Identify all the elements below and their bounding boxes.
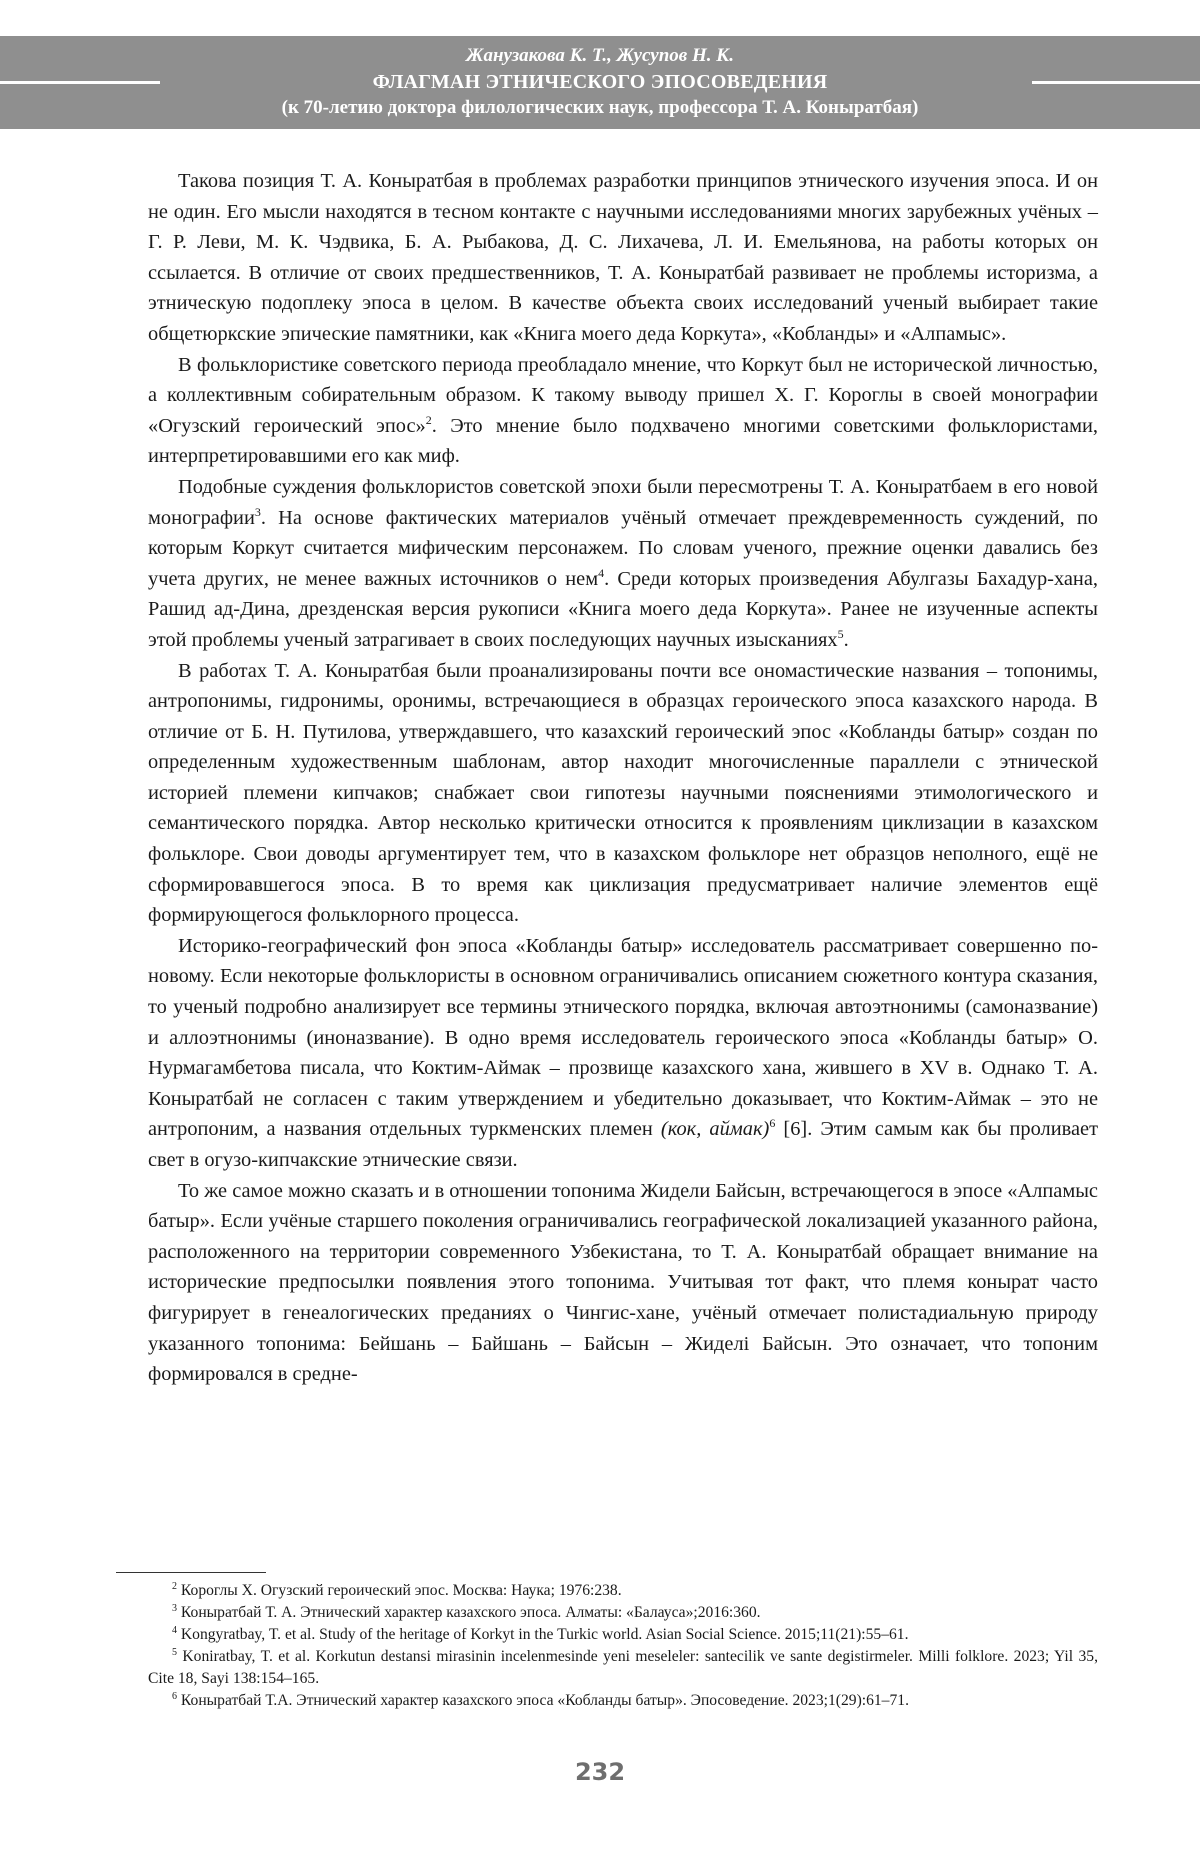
footnote-5 [148,1646,1098,1690]
header-title: ФЛАГМАН ЭТНИЧЕСКОГО ЭПОСОВЕДЕНИЯ [372,71,828,93]
footnote-ref-2[interactable]: 2 [425,412,432,427]
footnote-text: Kongyratbay, T. et al. Study of the heritage of Korkyt in the Turkic world. Asian Social Science. 2015;11(21):55–61. [180,1626,909,1643]
footnote-2 [148,1580,1098,1602]
paragraph-5-text-b: [6]. Этим самым как бы проливает свет в огузо-кипчакские этнические связи. [148,1118,1098,1171]
paragraph-1: Такова позиция Т. А. Коныратбая в проблемах разработки принципов этнического изучения эпоса. И он не один. Его мысли находятся в тесном контакте с научными исследованиями многих зарубежных учёных – Г. Р. Леви, М. К. Чэдвика, Б. А. Рыбакова, Д. С. Лихачева, Л. И. Емельянова, на работы которых он ссылается. В отличие от своих предшественников, Т. А. Коныратбай развивает не проблемы историзма, а этническую подоплеку эпоса в целом. В качестве объекта своих исследований ученый выбирает такие общетюркские эпические памятники, как «Книга моего деда Коркута», «Кобланды» и «Алпамыс». [148,170,1098,345]
page-number: 232 [574,1758,626,1786]
footnote-ref-5[interactable]: 5 [837,626,844,641]
footnote-number: 3 [172,1603,177,1614]
footnote-4 [148,1624,1098,1646]
paragraph-2 [148,350,1098,472]
footnote-text: Коныратбай Т. А. Этнический характер казахского эпоса. Алматы: «Балауса»;2016:360. [180,1604,761,1621]
footnotes [148,1580,1098,1712]
footnote-6 [148,1690,1098,1712]
footnote-ref-6[interactable]: 6 [769,1116,776,1131]
paragraph-6: То же самое можно сказать и в отношении топонима Жидели Байсын, встречающегося в эпосе «Алпамыс батыр». Если учёные старшего поколения ограничивались географической локализацией указанного района, расположенного на территории современного Узбекистана, то Т. А. Коныратбай обращает внимание на исторические предпосылки появления этого топонима. Учитывая тот факт, что племя конырат часто фигурирует в генеалогических преданиях о Чингис-хане, учёный отмечает полистадиальную природу указанного топонима: Бейшань – Байшань – Байсын – Жиделі Байсын. Это означает, что топоним формировался в средне- [148,1179,1098,1386]
paragraph-5-text-a: Историко-географический фон эпоса «Кобланды батыр» исследователь рассматривает совершенно по-новому. Если некоторые фольклористы в основном ограничивались описанием сюжетного контура сказания, то ученый подробно анализирует все термины этнического порядка, включая автоэтнонимы (самоназвание) и аллоэтнонимы (иноназвание). В одно время исследователь героического эпоса «Кобланды батыр» О. Нурмагамбетова писала, что Коктим-Аймак – прозвище казахского хана, жившего в XV в. Однако Т. А. Коныратбай не согласен с таким утверждением и убедительно доказывает, что Коктим-Аймак – это не антропоним, а названия отдельных туркменских племен [148,934,1098,1141]
footnote-number: 2 [172,1581,177,1592]
paragraph-5 [148,931,1098,1176]
article-body [148,166,1098,1390]
paragraph-5-italic: (кок, аймак) [660,1118,770,1141]
paragraph-3-text-d: . [843,628,849,651]
footnote-3 [148,1602,1098,1624]
running-header [0,36,1200,129]
footnote-number: 5 [172,1647,177,1658]
paragraph-3-text-a: Подобные суждения фольклористов советской эпохи были пересмотрены Т. А. Коныратбаем в его новой монографии [148,475,1098,529]
footnote-number: 6 [172,1691,177,1702]
footnote-ref-3[interactable]: 3 [254,504,261,519]
footnote-separator [116,1572,266,1573]
footnote-number: 4 [172,1625,177,1636]
header-authors: Жанузакова К. Т., Жусупов Н. К. [466,45,734,66]
paragraph-2-text-b: . Это мнение было подхвачено многими советскими фольклористами, интерпретировавшими его как миф. [148,414,1098,468]
footnote-text: Коныратбай Т.А. Этнический характер казахского эпоса «Кобланды батыр». Эпосоведение. 2023;1(29):61–71. [180,1692,909,1709]
paragraph-3 [148,472,1098,656]
paragraph-3-text-b: . На основе фактических материалов учёный отмечает преждевременность суждений, по которым Коркут считается мифическим персонажем. По словам ученого, прежние оценки давались без учета других, не менее важных источников о нем [148,506,1098,590]
header-subtitle: (к 70-летию доктора филологических наук, профессора Т. А. Коныратбая) [281,97,919,118]
footnote-ref-4[interactable]: 4 [598,565,605,580]
footnote-text: Koniratbay, T. et al. Korkutun destansi mirasinin incelenmesinde yeni meseleler: santecilik ve sante degistirmeler. Milli folklore. 2023; Yil 35, Cite 18, Sayi 138:154–165. [148,1648,1098,1687]
paragraph-3-text-c: . Среди которых произведения Абулгазы Бахадур-хана, Рашид ад-Дина, дрезденская версия рукописи «Книга моего деда Коркута». Ранее не изученные аспекты этой проблемы ученый затрагивает в своих последующих научных изысканиях [148,567,1098,651]
paragraph-2-text-a: В фольклористике советского периода преобладало мнение, что Коркут был не исторической личностью, а коллективным собирательным образом. К такому выводу пришел Х. Г. Короглы в своей монографии «Огузский героический эпос» [148,353,1098,437]
paragraph-4: В работах Т. А. Коныратбая были проанализированы почти все ономастические названия – топонимы, антропонимы, гидронимы, оронимы, встречающиеся в образцах героического эпоса казахского народа. В отличие от Б. Н. Путилова, утверждавшего, что казахский героический эпос «Кобланды батыр» создан по определенным художественным шаблонам, автор находит многочисленные параллели с этнической историей племени кипчаков; снабжает свои гипотезы научными пояснениями этимологического и семантического порядка. Автор несколько критически относится к проявлениям циклизации в казахском фольклоре. Свои доводы аргументирует тем, что в казахском фольклоре нет образцов неполного, ещё не сформировавшегося эпоса. В то время как циклизация предусматривает наличие элементов ещё формирующегося фольклорного процесса. [148,659,1098,927]
footnote-text: Короглы Х. Огузский героический эпос. Москва: Наука; 1976:238. [180,1582,622,1599]
